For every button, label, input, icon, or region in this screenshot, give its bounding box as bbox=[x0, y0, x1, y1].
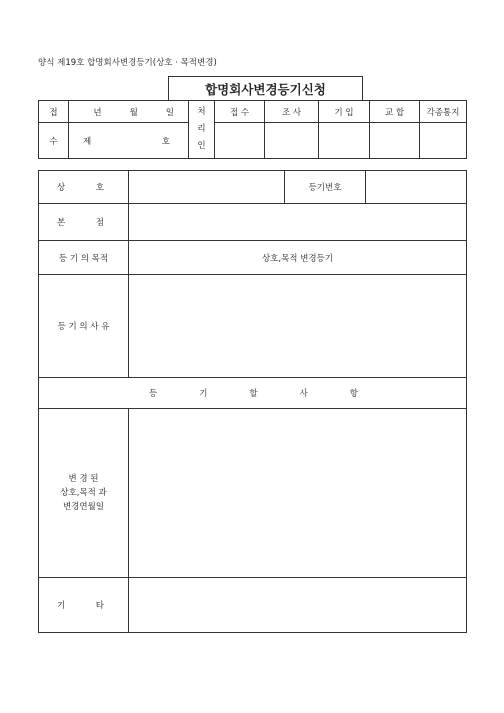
matters-char-4: 사 bbox=[299, 389, 308, 399]
reg-number-label: 등기번호 bbox=[285, 171, 366, 204]
form-title: 합명회사변경등기신청 bbox=[168, 76, 363, 100]
processor-label bbox=[189, 101, 215, 159]
head-office-label-b: 점 bbox=[95, 218, 104, 228]
changed-details-text: 변 경 된 상호,목적 과 변경연월일 bbox=[60, 474, 107, 512]
form-caption: 양식 제19호 합명회사변경등기(상호 · 목적변경) bbox=[38, 58, 217, 68]
matters-char-5: 항 bbox=[349, 389, 358, 399]
trade-name-label bbox=[39, 171, 129, 204]
stamp-receipt[interactable] bbox=[215, 123, 265, 159]
head-office-label-a: 본 bbox=[57, 218, 66, 228]
application-table bbox=[38, 170, 467, 633]
number-prefix: 제 bbox=[83, 136, 92, 147]
receipt-number-cell bbox=[69, 123, 189, 159]
step-entry: 기 입 bbox=[319, 101, 370, 123]
cause-field[interactable] bbox=[129, 275, 467, 378]
purpose-label: 등 기 의 목적 bbox=[39, 241, 129, 275]
step-investigation: 조 사 bbox=[265, 101, 319, 123]
other-field[interactable] bbox=[129, 578, 467, 633]
trade-name-field[interactable] bbox=[129, 171, 285, 204]
receipt-label-bottom: 수 bbox=[39, 123, 69, 159]
date-month-label: 월 bbox=[129, 107, 138, 118]
processor-char-1: 처 bbox=[197, 107, 206, 117]
step-collation: 교 합 bbox=[370, 101, 420, 123]
processor-char-3: 인 bbox=[197, 141, 206, 151]
processor-char-2: 리 bbox=[197, 124, 206, 134]
number-suffix: 호 bbox=[161, 136, 170, 147]
changed-details-label bbox=[39, 409, 129, 578]
trade-name-label-a: 상 bbox=[57, 183, 66, 193]
cause-label: 등 기 의 사 유 bbox=[39, 275, 129, 378]
receipt-table bbox=[38, 100, 467, 159]
head-office-label bbox=[39, 204, 129, 241]
head-office-field[interactable] bbox=[129, 204, 467, 241]
stamp-investigation[interactable] bbox=[265, 123, 319, 159]
matters-char-1: 등 bbox=[149, 389, 158, 399]
matters-char-3: 할 bbox=[249, 389, 258, 399]
matters-header bbox=[39, 378, 467, 409]
other-label bbox=[39, 578, 129, 633]
date-year-label: 년 bbox=[93, 107, 102, 118]
stamp-collation[interactable] bbox=[370, 123, 420, 159]
stamp-entry[interactable] bbox=[319, 123, 370, 159]
step-notices: 각종통지 bbox=[420, 101, 467, 123]
stamp-notices[interactable] bbox=[420, 123, 467, 159]
date-day-label: 일 bbox=[165, 107, 174, 118]
receipt-date-cell bbox=[69, 101, 189, 123]
trade-name-label-b: 호 bbox=[95, 183, 104, 193]
purpose-value[interactable]: 상호,목적 변경등기 bbox=[129, 241, 467, 275]
other-label-b: 타 bbox=[95, 601, 104, 611]
matters-char-2: 기 bbox=[199, 389, 208, 399]
step-receipt: 접 수 bbox=[215, 101, 265, 123]
reg-number-field[interactable] bbox=[366, 171, 467, 204]
other-label-a: 기 bbox=[57, 601, 66, 611]
changed-details-field[interactable] bbox=[129, 409, 467, 578]
receipt-label-top: 접 bbox=[39, 101, 69, 123]
